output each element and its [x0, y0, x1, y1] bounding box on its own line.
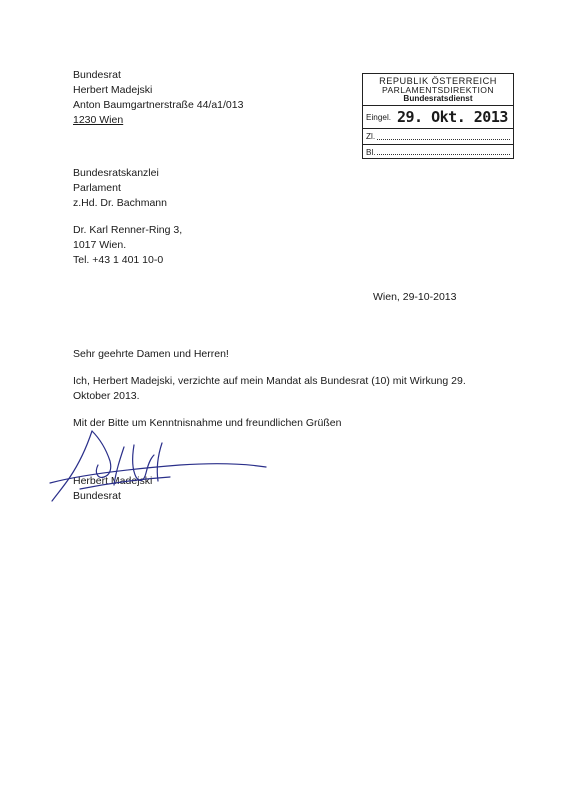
signature-name: Herbert Madejski: [73, 475, 153, 487]
stamp-bundesratsdienst: Bundesratsdienst: [403, 94, 473, 103]
closing: Mit der Bitte um Kenntnisnahme und freundlichen Grüßen: [73, 417, 342, 429]
place-date: Wien, 29-10-2013: [373, 291, 457, 303]
recipient-office: Bundesratskanzlei: [73, 167, 159, 179]
stamp-eingel-label: Eingel.: [366, 113, 392, 122]
handwritten-signature: [40, 425, 280, 505]
stamp-bl-label: Bl.: [366, 148, 376, 157]
receipt-stamp: [362, 73, 514, 159]
sender-name: Herbert Madejski: [73, 84, 153, 96]
stamp-eingel-row: [363, 105, 513, 128]
sender-street: Anton Baumgartnerstraße 44/a1/013: [73, 99, 244, 111]
stamp-zl-dotted-line: [377, 139, 510, 140]
stamp-zl-row: [363, 128, 513, 144]
sender-title: Bundesrat: [73, 69, 121, 81]
signature-role: Bundesrat: [73, 490, 121, 502]
recipient-city: 1017 Wien.: [73, 239, 127, 251]
stamp-bl-row: [363, 144, 513, 158]
recipient-attention: z.Hd. Dr. Bachmann: [73, 197, 167, 209]
stamp-date: 29. Okt. 2013: [397, 108, 508, 126]
recipient-phone: Tel. +43 1 401 10-0: [73, 254, 164, 266]
body-line-2: Oktober 2013.: [73, 390, 140, 402]
stamp-bl-dotted-line: [377, 154, 510, 155]
recipient-parliament: Parlament: [73, 182, 121, 194]
sender-city: 1230 Wien: [73, 114, 124, 126]
recipient-street: Dr. Karl Renner-Ring 3,: [73, 224, 183, 236]
stamp-zl-label: Zl.: [366, 132, 376, 141]
salutation: Sehr geehrte Damen und Herren!: [73, 348, 229, 360]
stamp-parlamentsdirektion: PARLAMENTSDIREKTION: [381, 85, 494, 95]
body-line-1: Ich, Herbert Madejski, verzichte auf mein Mandat als Bundesrat (10) mit Wirkung 29.: [73, 375, 466, 387]
stamp-republik: REPUBLIK ÖSTERREICH: [379, 76, 497, 86]
